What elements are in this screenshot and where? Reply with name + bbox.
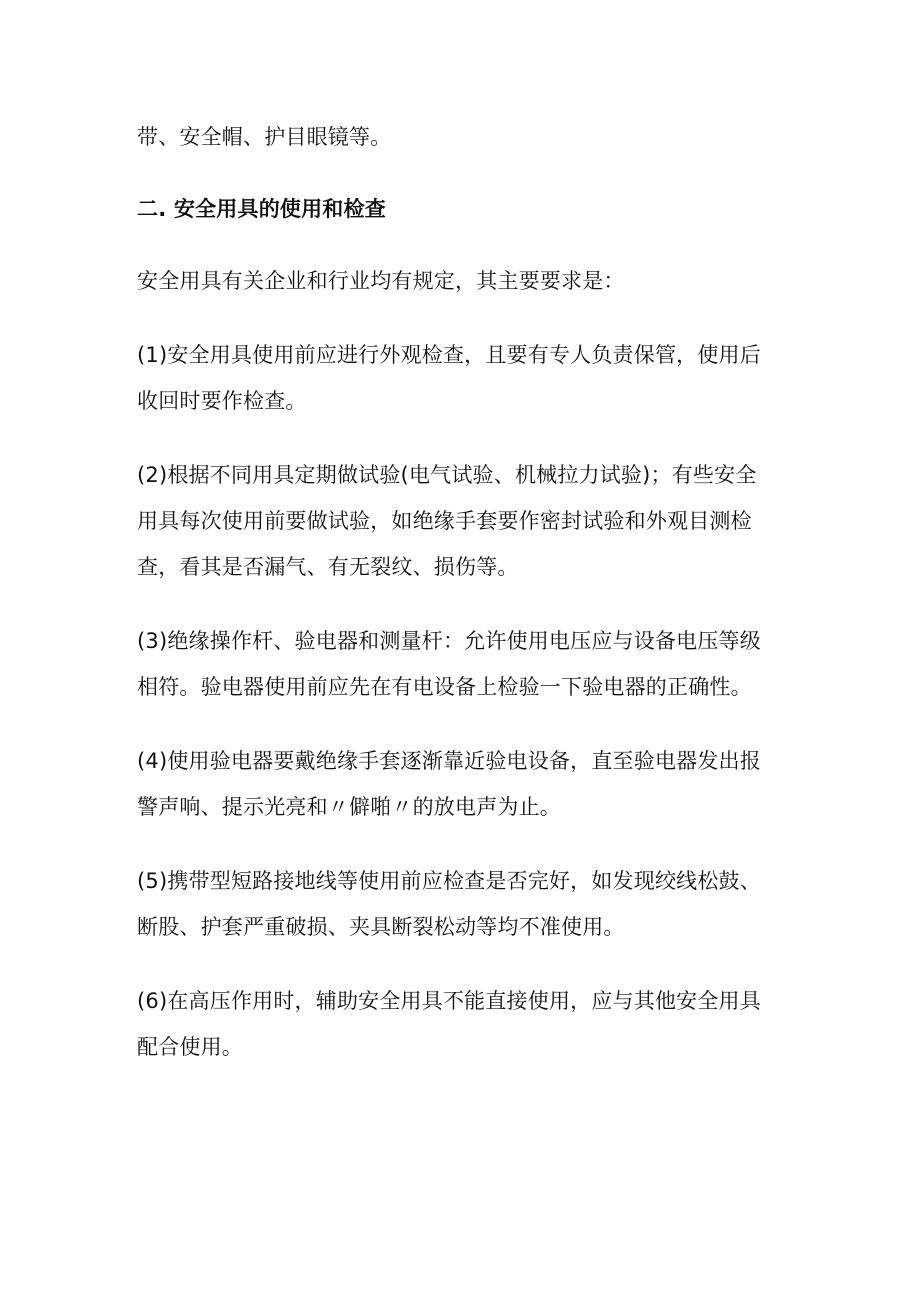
- list-item-6-line-1: (6)在高压作用时，辅助安全用具不能直接使用，应与其他安全用具: [137, 989, 761, 1013]
- list-item-2-line-3: 查，看其是否漏气、有无裂纹、损伤等。: [137, 555, 519, 579]
- list-item-1-line-2: 收回时要作检查。: [137, 389, 307, 413]
- list-item-2-line-1: (2)根据不同用具定期做试验(电气试验、机械拉力试验)；有些安全: [137, 463, 757, 487]
- list-item-5-line-2: 断股、护套严重破损、夹具断裂松动等均不准使用。: [137, 915, 625, 939]
- list-item-2: [137, 452, 777, 590]
- list-item-6: [137, 978, 777, 1070]
- list-item-4-line-1: (4)使用验电器要戴绝缘手套逐渐靠近验电设备，直至验电器发出报: [137, 749, 761, 773]
- continuation-text: 带、安全帽、护目眼镜等。: [137, 125, 392, 149]
- list-item-5: [137, 858, 777, 950]
- document-body: [137, 114, 777, 1070]
- section-heading: 二. 安全用具的使用和检查: [137, 197, 386, 221]
- list-item-3: [137, 618, 777, 710]
- list-item-4: [137, 738, 777, 830]
- list-item-3-line-1: (3)绝缘操作杆、验电器和测量杆：允许使用电压应与设备电压等级: [137, 629, 761, 653]
- list-item-3-line-2: 相符。验电器使用前应先在有电设备上检验一下验电器的正确性。: [137, 675, 752, 699]
- list-item-1-line-1: (1)安全用具使用前应进行外观检查，且要有专人负责保管，使用后: [137, 343, 761, 367]
- intro-text: 安全用具有关企业和行业均有规定，其主要要求是：: [137, 269, 625, 293]
- list-item-4-line-2: 警声响、提示光亮和〃僻啪〃的放电声为止。: [137, 795, 561, 819]
- list-item-1: [137, 332, 777, 424]
- list-item-2-line-2: 用具每次使用前要做试验，如绝缘手套要作密封试验和外观目测检: [137, 509, 752, 533]
- list-item-6-line-2: 配合使用。: [137, 1035, 243, 1059]
- list-item-5-line-1: (5)携带型短路接地线等使用前应检查是否完好，如发现绞线松鼓、: [137, 869, 761, 893]
